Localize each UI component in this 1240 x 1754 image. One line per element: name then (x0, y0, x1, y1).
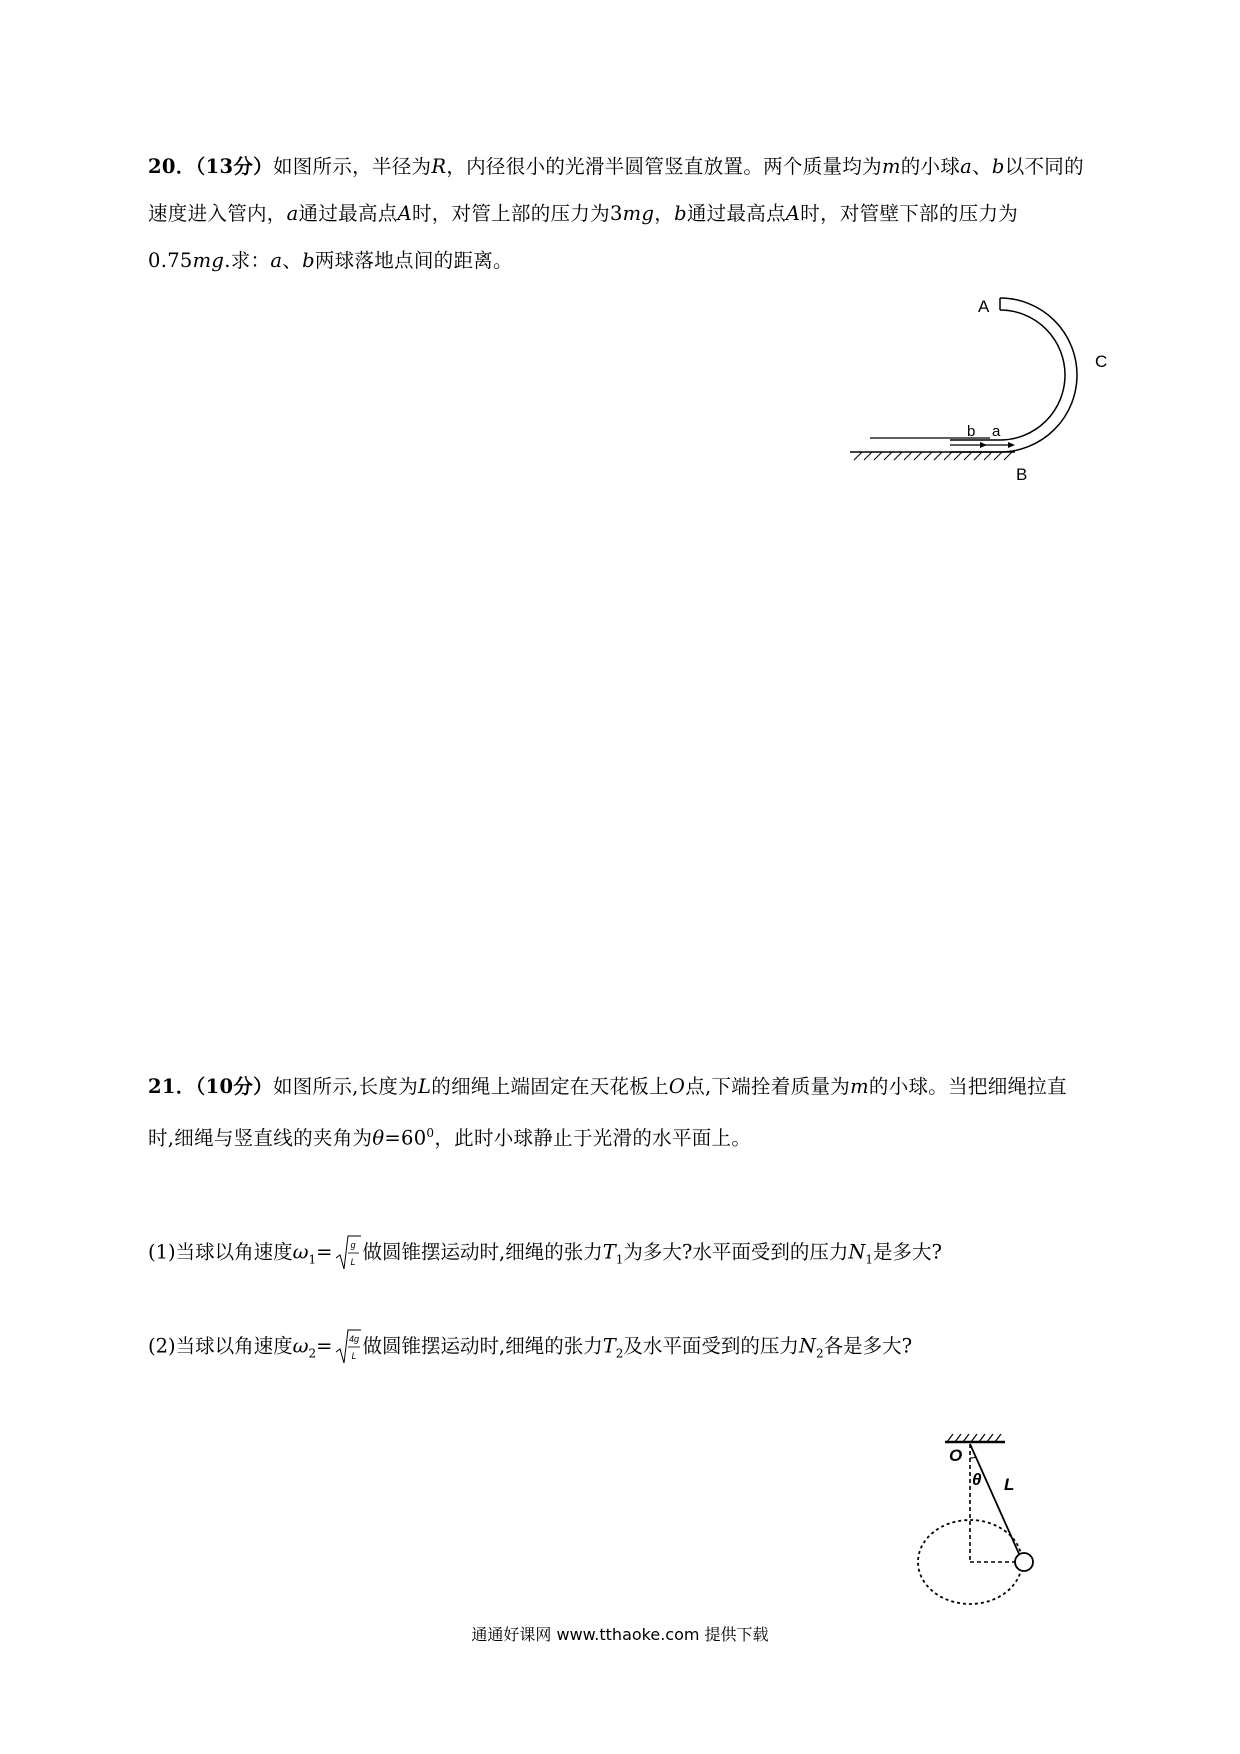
sqrt-4g-over-L (335, 1328, 361, 1366)
ball (1015, 1553, 1033, 1571)
svg-text:4g: 4g (348, 1334, 359, 1344)
question-21-part-2: (2)当球以角速度$\omega_2=$ 4g L 做圆锥摆运动时,细绳的张力$T_2$及水平面受到的压力$N_2$各是多大? (148, 1328, 912, 1368)
question-number: 21． (148, 1075, 196, 1098)
svg-text:L: L (351, 1351, 357, 1361)
tube-inner-wall (950, 310, 1065, 440)
page-footer: 通通好课网 www.tthaoke.com 提供下载 (471, 1625, 769, 1644)
label-L: L (1004, 1475, 1015, 1494)
sqrt-g-over-L (335, 1234, 361, 1272)
angle-arc (970, 1457, 976, 1458)
label-a: a (992, 423, 1001, 440)
question-score: （13分） (195, 155, 273, 178)
question-20-text: 20．（13分）如图所示，半径为R，内径很小的光滑半圆管竖直放置。两个质量均为m的小球a、b以不同的速度进入管内，a通过最高点A时，对管上部的压力为3mg，b通过最高点A时，对管壁下部的压力为0.75mg.求：a、b两球落地点间的距离。 (148, 155, 1084, 272)
label-C: C (1095, 352, 1108, 371)
question-21-part-1: (1)当球以角速度$\omega_1=$ g L 做圆锥摆运动时,细绳的张力$T_1$为多大?水平面受到的压力$N_1$是多大? (148, 1234, 942, 1274)
label-b: b (967, 423, 976, 440)
svg-text:g: g (350, 1240, 356, 1250)
label-A: A (978, 297, 990, 316)
question-number: 20． (148, 155, 196, 178)
question-21-text: 21．（10分）如图所示,长度为L的细绳上端固定在天花板上O点,下端拴着质量为m的小球。当把细绳拉直时,细绳与竖直线的夹角为$\theta=60^0$，此时小球静止于光滑的水平面上。 (148, 1075, 1067, 1150)
label-theta: θ (972, 1470, 982, 1489)
ground-hatching (854, 452, 1012, 460)
label-O: O (949, 1446, 963, 1465)
string (970, 1444, 1020, 1556)
conical-pendulum-figure (905, 1430, 1080, 1620)
question-score: （10分） (195, 1075, 273, 1098)
velocity-arrows (950, 442, 1015, 448)
label-B: B (1016, 465, 1028, 484)
svg-text:L: L (350, 1257, 356, 1267)
semicircle-tube-figure (840, 290, 1130, 490)
